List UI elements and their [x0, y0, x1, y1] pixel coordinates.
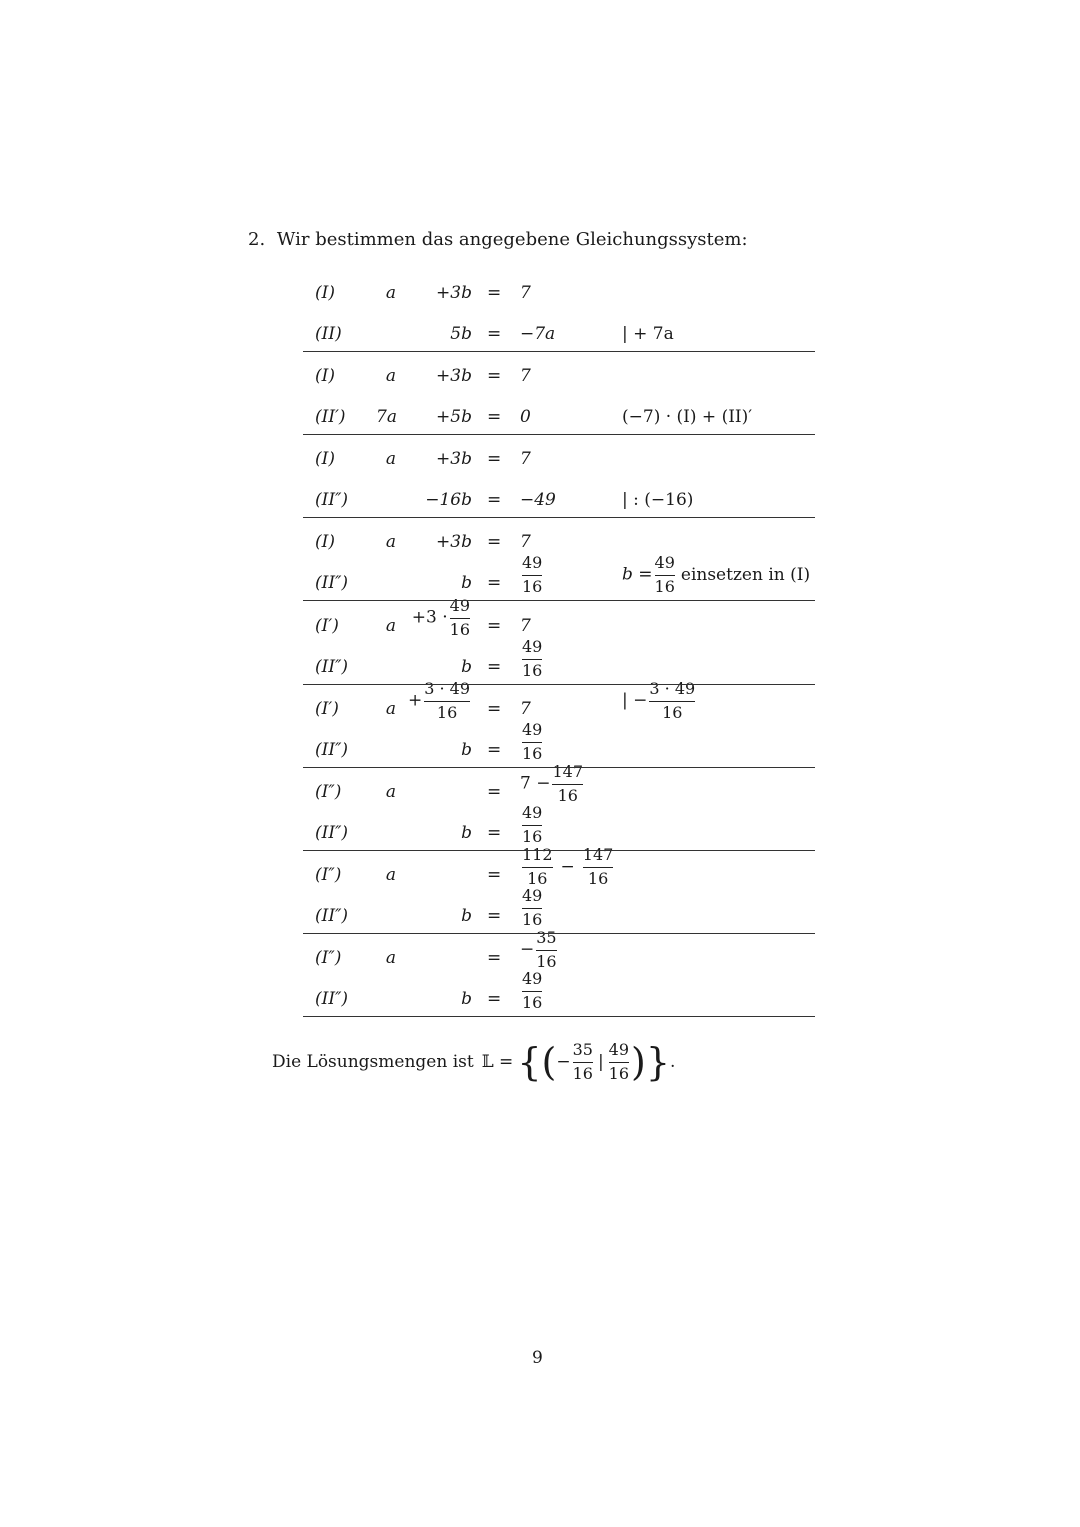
- rhs-fraction: [552, 762, 583, 806]
- equals-sign: =: [487, 532, 502, 552]
- coefficient-a: a: [385, 449, 396, 469]
- separator-line: [303, 434, 815, 435]
- equation-label: (II″): [315, 906, 349, 926]
- solution-den-a: 16: [572, 1064, 593, 1083]
- rhs-fraction: [522, 803, 542, 847]
- solution-separator: |: [597, 1052, 604, 1072]
- right-hand-side: [520, 803, 544, 847]
- term-b-fraction: [424, 679, 470, 723]
- equals-sign: =: [487, 407, 502, 427]
- coefficient-a: 7a: [376, 407, 397, 427]
- equals-sign: =: [487, 366, 502, 386]
- term-b: b: [461, 823, 472, 843]
- rhs-numerator: 49: [522, 637, 543, 656]
- right-hand-side: 7: [520, 283, 531, 303]
- term-b: [408, 679, 472, 723]
- term-b: b: [461, 573, 472, 593]
- note-prefix: b =: [622, 564, 653, 585]
- term-b-prefix: +3 ·: [411, 607, 448, 628]
- equals-sign: =: [487, 948, 502, 968]
- term-b: b: [461, 906, 472, 926]
- rhs-prefix: 7 −: [520, 773, 551, 794]
- equation-label: (II″): [315, 823, 349, 843]
- equation-label: (II″): [315, 989, 349, 1009]
- coefficient-a: a: [385, 782, 396, 802]
- rhs-numerator: 49: [522, 720, 543, 739]
- equation-label: (I″): [315, 948, 342, 968]
- term-b-prefix: +: [407, 690, 423, 711]
- separator-line: [303, 351, 815, 352]
- rhs-denominator: 16: [522, 827, 543, 846]
- equals-sign: =: [487, 573, 502, 593]
- rhs-denominator: 16: [522, 661, 543, 680]
- rhs-denominator: 16: [522, 577, 543, 596]
- term-b: +3b: [436, 366, 472, 386]
- solution-open-brackets: {(: [517, 1040, 557, 1084]
- right-hand-side: 7: [520, 366, 531, 386]
- coefficient-a: a: [385, 283, 396, 303]
- equals-sign: =: [487, 865, 502, 885]
- term-b-numerator: 3 · 49: [424, 679, 470, 698]
- rhs-numerator: 35: [536, 928, 557, 947]
- note-numerator: 49: [654, 553, 675, 572]
- term-b: b: [461, 657, 472, 677]
- equals-sign: =: [487, 823, 502, 843]
- right-hand-side: 7: [520, 449, 531, 469]
- term-b: −16b: [425, 490, 472, 510]
- equation-label: (II″): [315, 490, 349, 510]
- term-b: +3b: [436, 283, 472, 303]
- solution-den-b: 16: [608, 1064, 630, 1083]
- note-denominator: 16: [662, 703, 683, 722]
- coefficient-a: a: [385, 699, 396, 719]
- term-b-numerator: 49: [449, 596, 470, 615]
- solution-fraction-a: [573, 1040, 593, 1084]
- rhs-denominator: 16: [557, 786, 578, 805]
- term-b: +5b: [436, 407, 472, 427]
- term-b: b: [461, 740, 472, 760]
- solution-end: .: [670, 1052, 676, 1072]
- rhs-second-numerator: 147: [582, 845, 614, 864]
- separator-line: [303, 1016, 815, 1017]
- rhs-denominator: 16: [522, 910, 543, 929]
- right-hand-side: [520, 845, 615, 889]
- rhs-operator: −: [560, 856, 575, 877]
- equation-label: (I): [315, 449, 335, 469]
- rhs-second-denominator: 16: [587, 869, 609, 888]
- solution-minus: −: [556, 1052, 571, 1072]
- equals-sign: =: [487, 324, 502, 344]
- operation-note: [622, 553, 810, 597]
- rhs-denominator: 16: [522, 993, 543, 1012]
- equation-label: (II′): [315, 407, 346, 427]
- rhs-numerator: 49: [522, 886, 543, 905]
- term-b: +3b: [436, 532, 472, 552]
- equals-sign: =: [487, 283, 502, 303]
- coefficient-a: a: [385, 616, 396, 636]
- page-number: 9: [532, 1348, 543, 1368]
- term-b: +3b: [436, 449, 472, 469]
- term-b: [412, 596, 472, 640]
- operation-note: (−7) · (I) + (II)′: [622, 407, 753, 427]
- equation-label: (I): [315, 532, 335, 552]
- right-hand-side: [520, 886, 544, 930]
- rhs-denominator: 16: [527, 869, 548, 888]
- note-numerator: 3 · 49: [649, 679, 696, 698]
- equation-label: (II): [315, 324, 342, 344]
- equation-label: (II″): [315, 573, 349, 593]
- right-hand-side: [520, 637, 544, 681]
- equation-label: (I′): [315, 616, 339, 636]
- rhs-numerator: 112: [522, 845, 553, 864]
- separator-line: [303, 517, 815, 518]
- equation-label: (I): [315, 283, 335, 303]
- section-heading: [248, 229, 748, 250]
- rhs-fraction: [522, 553, 542, 597]
- right-hand-side: −7a: [520, 324, 556, 344]
- equation-label: (I″): [315, 782, 342, 802]
- coefficient-a: a: [385, 865, 396, 885]
- right-hand-side: 0: [520, 407, 531, 427]
- note-suffix: einsetzen in (I): [680, 564, 811, 585]
- term-b-fraction: [450, 596, 470, 640]
- right-hand-side: [520, 928, 559, 972]
- rhs-second-fraction: [583, 845, 614, 889]
- solution-fraction-b: [609, 1040, 629, 1084]
- separator-line: [303, 767, 815, 768]
- operation-note: | : (−16): [622, 490, 694, 510]
- term-b-denominator: 16: [436, 703, 458, 722]
- right-hand-side: [520, 720, 544, 764]
- note-fraction: [655, 553, 675, 597]
- separator-line: [303, 933, 815, 934]
- rhs-fraction: [522, 637, 542, 681]
- equation-label: (II″): [315, 657, 349, 677]
- rhs-fraction: [522, 886, 542, 930]
- right-hand-side: −49: [520, 490, 556, 510]
- rhs-fraction: [522, 845, 553, 889]
- equals-sign: =: [487, 449, 502, 469]
- operation-note: | + 7a: [622, 324, 674, 344]
- solution-close-brackets: )}: [631, 1040, 671, 1084]
- operation-note: [622, 679, 697, 723]
- separator-line: [303, 850, 815, 851]
- coefficient-a: a: [385, 366, 396, 386]
- term-b: 5b: [450, 324, 472, 344]
- rhs-prefix: −: [520, 939, 535, 960]
- solution-set-symbol: 𝕃 =: [481, 1052, 514, 1072]
- section-title: Wir bestimmen das angegebene Gleichungssystem:: [276, 229, 748, 250]
- note-denominator: 16: [654, 577, 675, 596]
- rhs-fraction: [536, 928, 556, 972]
- rhs-numerator: 147: [552, 762, 584, 781]
- rhs-numerator: 49: [522, 969, 543, 988]
- equals-sign: =: [487, 699, 502, 719]
- equation-label: (I): [315, 366, 335, 386]
- rhs-fraction: [522, 969, 542, 1013]
- rhs-denominator: 16: [536, 952, 557, 971]
- equals-sign: =: [487, 616, 502, 636]
- solution-set-line: [272, 1040, 675, 1084]
- section-number: 2.: [248, 229, 266, 250]
- note-fraction: [649, 679, 695, 723]
- rhs-numerator: 49: [522, 553, 543, 572]
- right-hand-side: 7: [520, 616, 531, 636]
- equation-label: (I″): [315, 865, 342, 885]
- solution-text: Die Lösungsmengen ist: [272, 1052, 474, 1072]
- rhs-denominator: 16: [522, 744, 543, 763]
- equation-label: (II″): [315, 740, 349, 760]
- equals-sign: =: [487, 906, 502, 926]
- term-b-denominator: 16: [449, 620, 470, 639]
- note-prefix: | −: [622, 690, 648, 711]
- solution-num-a: 35: [572, 1040, 593, 1059]
- equation-label: (I′): [315, 699, 339, 719]
- separator-line: [303, 600, 815, 601]
- right-hand-side: [520, 969, 544, 1013]
- equals-sign: =: [487, 989, 502, 1009]
- term-b: b: [461, 989, 472, 1009]
- right-hand-side: 7: [520, 699, 531, 719]
- right-hand-side: 7: [520, 532, 531, 552]
- equals-sign: =: [487, 657, 502, 677]
- equals-sign: =: [487, 782, 502, 802]
- solution-num-b: 49: [608, 1040, 630, 1059]
- equals-sign: =: [487, 740, 502, 760]
- rhs-numerator: 49: [522, 803, 543, 822]
- coefficient-a: a: [385, 948, 396, 968]
- coefficient-a: a: [385, 532, 396, 552]
- right-hand-side: [520, 762, 585, 806]
- rhs-fraction: [522, 720, 542, 764]
- right-hand-side: [520, 553, 544, 597]
- equals-sign: =: [487, 490, 502, 510]
- separator-line: [303, 684, 815, 685]
